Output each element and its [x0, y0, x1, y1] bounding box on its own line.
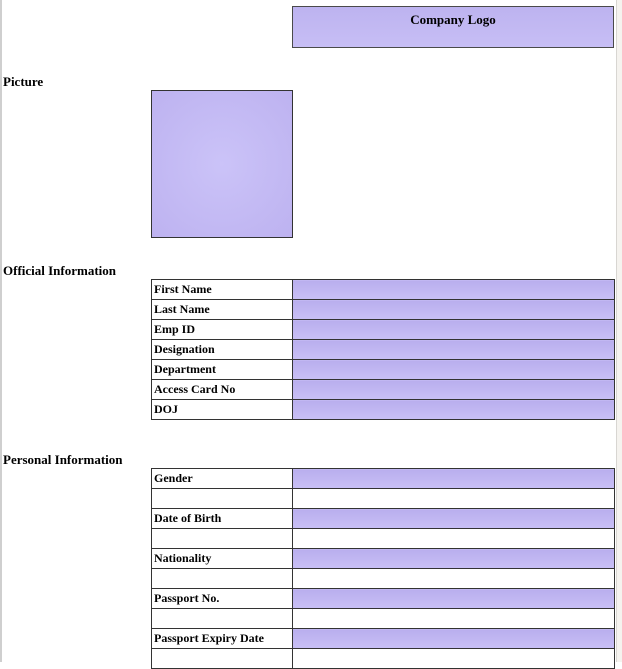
designation-label: Designation: [152, 340, 293, 360]
passport-no-field[interactable]: [293, 589, 615, 609]
last-name-label: Last Name: [152, 300, 293, 320]
designation-field[interactable]: [293, 340, 615, 360]
company-logo-placeholder[interactable]: [292, 6, 614, 48]
table-row: [152, 360, 615, 380]
table-row: [152, 469, 615, 489]
table-row: [152, 589, 615, 609]
passport-no-label: Passport No.: [152, 589, 293, 609]
table-row: [152, 280, 615, 300]
blank-value-cell[interactable]: [293, 569, 615, 589]
personal-information-table: [151, 468, 615, 669]
blank-value-cell[interactable]: [293, 609, 615, 629]
table-row: [152, 489, 615, 509]
gender-field[interactable]: [293, 469, 615, 489]
table-row: [152, 529, 615, 549]
table-row: [152, 569, 615, 589]
blank-label-cell: [152, 489, 293, 509]
table-row: [152, 400, 615, 420]
blank-value-cell[interactable]: [293, 649, 615, 669]
official-information-table: [151, 279, 615, 420]
blank-label-cell: [152, 529, 293, 549]
emp-id-field[interactable]: [293, 320, 615, 340]
first-name-field[interactable]: [293, 280, 615, 300]
table-row: [152, 320, 615, 340]
date-of-birth-field[interactable]: [293, 509, 615, 529]
picture-label: Picture: [3, 74, 44, 89]
page-right-scroll-edge: [616, 0, 622, 662]
table-row: [152, 509, 615, 529]
picture-placeholder[interactable]: [151, 90, 293, 238]
blank-value-cell[interactable]: [293, 529, 615, 549]
nationality-label: Nationality: [152, 549, 293, 569]
official-information-title: Official Information: [3, 263, 117, 278]
access-card-no-label: Access Card No: [152, 380, 293, 400]
date-of-birth-label: Date of Birth: [152, 509, 293, 529]
table-row: [152, 340, 615, 360]
table-row: [152, 300, 615, 320]
last-name-field[interactable]: [293, 300, 615, 320]
company-logo-label: Company Logo: [410, 12, 496, 27]
first-name-label: First Name: [152, 280, 293, 300]
table-row: [152, 380, 615, 400]
gender-label: Gender: [152, 469, 293, 489]
table-row: [152, 609, 615, 629]
doj-label: DOJ: [152, 400, 293, 420]
personal-information-title: Personal Information: [3, 452, 123, 467]
page-left-edge: [0, 0, 2, 662]
access-card-no-field[interactable]: [293, 380, 615, 400]
table-row: [152, 629, 615, 649]
blank-value-cell[interactable]: [293, 489, 615, 509]
department-field[interactable]: [293, 360, 615, 380]
nationality-field[interactable]: [293, 549, 615, 569]
blank-label-cell: [152, 569, 293, 589]
blank-label-cell: [152, 609, 293, 629]
blank-label-cell: [152, 649, 293, 669]
passport-expiry-date-field[interactable]: [293, 629, 615, 649]
emp-id-label: Emp ID: [152, 320, 293, 340]
table-row: [152, 549, 615, 569]
doj-field[interactable]: [293, 400, 615, 420]
table-row: [152, 649, 615, 669]
department-label: Department: [152, 360, 293, 380]
passport-expiry-date-label: Passport Expiry Date: [152, 629, 293, 649]
